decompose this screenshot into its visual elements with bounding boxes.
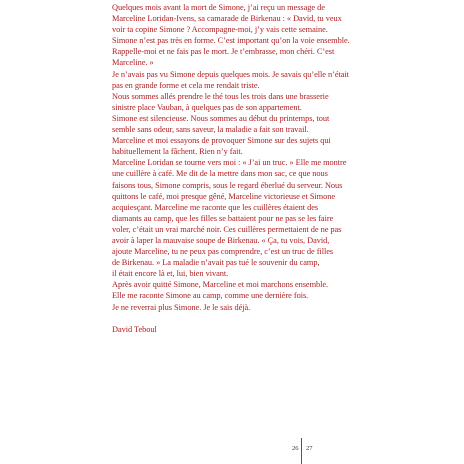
text-line: Simone n’est pas très en forme. C’est important qu’on la voie ensemble. (112, 36, 350, 46)
text-line: Elle me raconte Simone au camp, comme une dernière fois. (112, 291, 309, 301)
paragraph (112, 2, 374, 313)
page-number-right: 27 (306, 445, 313, 452)
text-line: voir ta copine Simone ? Accompagne-moi, j’y vais cette semaine. (112, 25, 328, 35)
text-line: faisons tous, Simone compris, sous le regard éberlué du serveur. Nous (112, 180, 343, 190)
text-line: Marceline Loridan se tourne vers moi : « J’ai un truc. » Elle me montre (112, 158, 347, 168)
text-line: semble sans odeur, sans saveur, la maladie a fait son travail. (112, 125, 309, 135)
author-signature: David Teboul (112, 324, 157, 334)
text-line: diamants au camp, que les filles se battaient pour ne pas se les faire (112, 213, 334, 223)
text-line: Nous sommes allés prendre le thé tous les trois dans une brasserie (112, 91, 329, 101)
text-line: pas en grande forme et cela me rendait triste. (112, 80, 260, 90)
text-line: Je ne reverrai plus Simone. Je le sais déjà. (112, 302, 251, 312)
text-line: il était encore là et, lui, bien vivant. (112, 269, 229, 279)
text-line: Rappelle-moi et ne fais pas le mort. Je t’embrasse, mon chéri. C’est (112, 47, 335, 57)
text-line: Marceline Loridan-Ivens, sa camarade de Birkenau : « David, tu veux (112, 14, 342, 24)
text-line: Quelques mois avant la mort de Simone, j’ai reçu un message de (112, 3, 325, 12)
text-line: Simone est silencieuse. Nous sommes au début du printemps, tout (112, 113, 330, 123)
text-line: quittons le café, moi presque gêné, Marceline victorieuse et Simone (112, 191, 336, 201)
text-line: voler, c’était un vrai marché noir. Ces cuillères permettaient de ne pas (112, 224, 342, 234)
paragraph-gap (112, 313, 374, 324)
text-line: de Birkenau. » La maladie n’avait pas tué le souvenir du camp, (112, 258, 320, 268)
text-line: ajoute Marceline, tu ne peux pas comprendre, c’est un truc de filles (112, 247, 334, 257)
text-line: avoir à laper la mauvaise soupe de Birkenau. « Ça, tu vois, David, (112, 235, 330, 245)
text-line: habituellement la fâchent. Rien n’y fait. (112, 147, 243, 157)
text-line: sinistre place Vauban, à quelques pas de son appartement. (112, 102, 302, 112)
page-number-left: 26 (292, 445, 299, 452)
text-line: Je n’avais pas vu Simone depuis quelques mois. Je savais qu’elle n’était (112, 69, 349, 79)
text-line: Marceline et moi essayons de provoquer Simone sur des sujets qui (112, 136, 331, 146)
text-line: acquiesçant. Marceline me raconte que les cuillères étaient des (112, 202, 319, 212)
text-line: une cuillère à café. Me dit de la mettre dans mon sac, ce que nous (112, 169, 328, 179)
text-line: Marceline. » (112, 58, 154, 68)
text-line: Après avoir quitté Simone, Marceline et moi marchons ensemble. (112, 280, 329, 290)
body-text (112, 2, 374, 335)
folio-divider (301, 438, 302, 464)
